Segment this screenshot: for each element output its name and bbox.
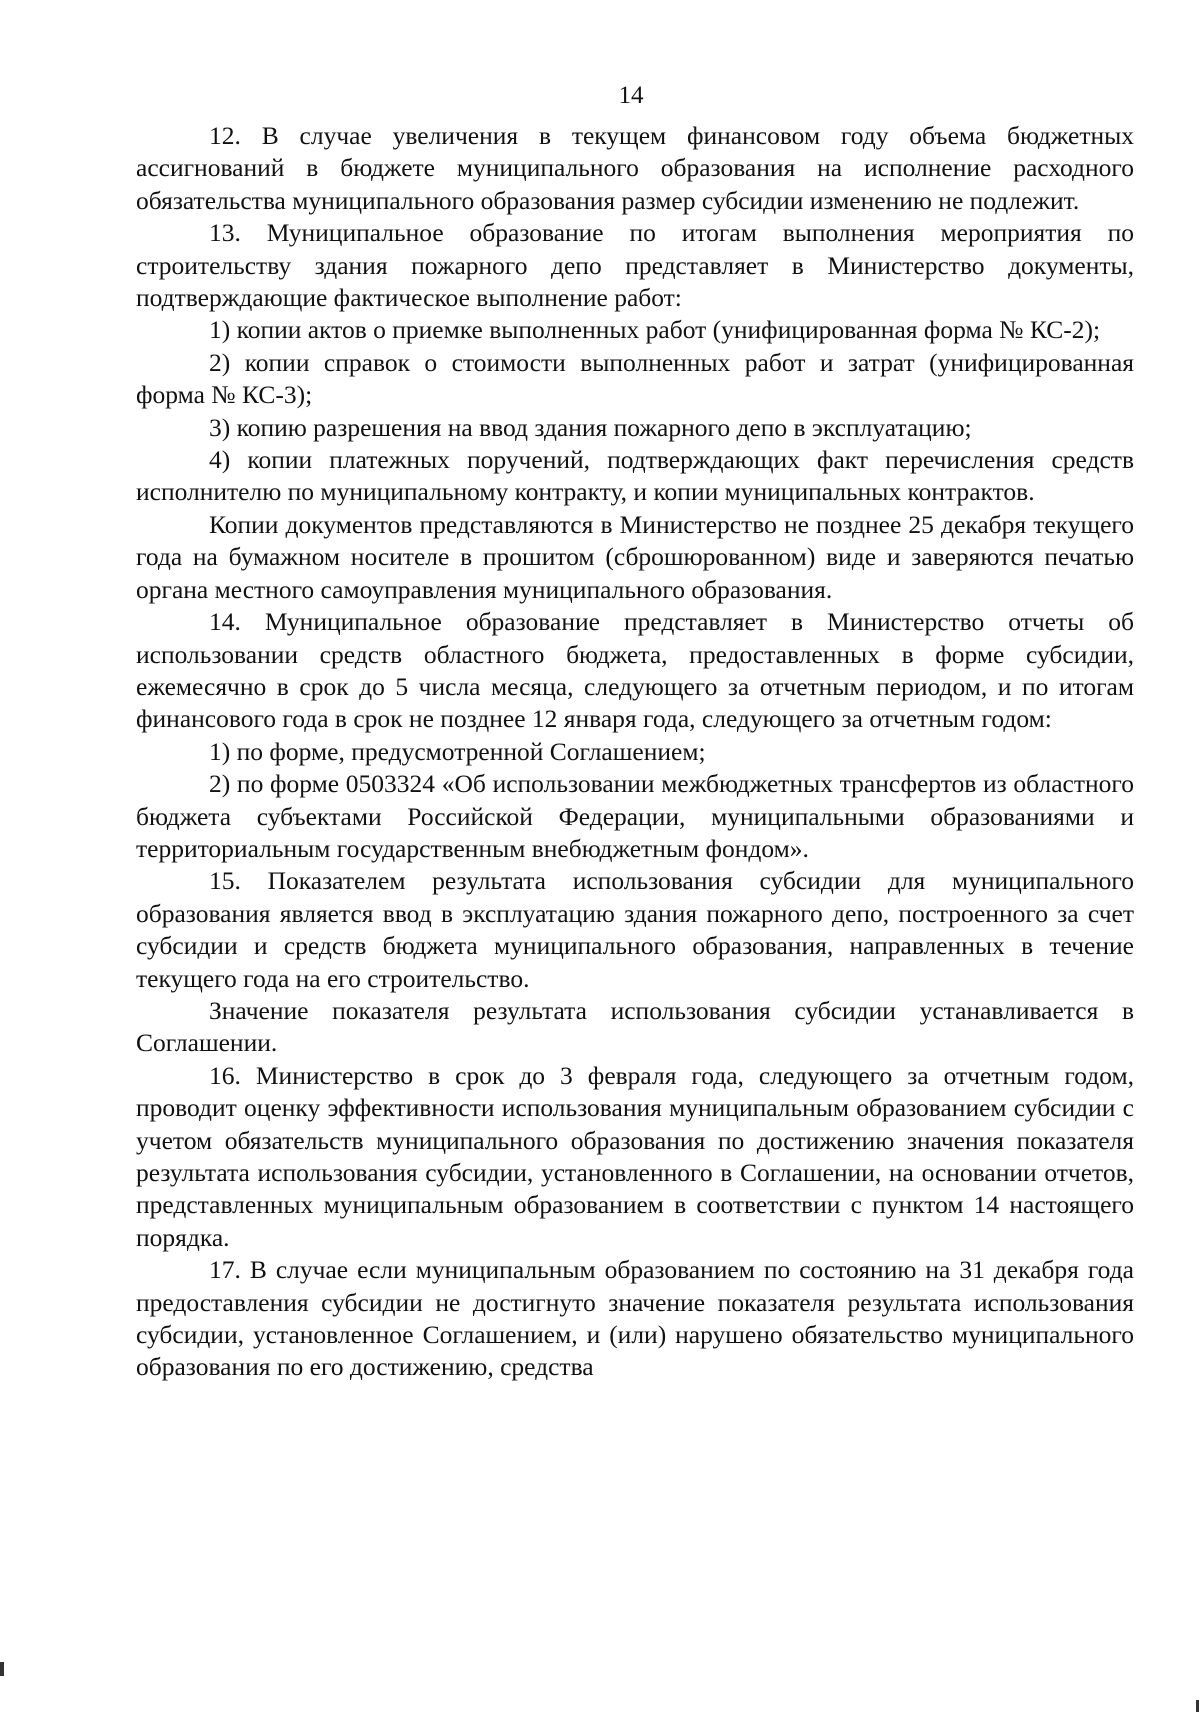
list-item-13-4: 4) копии платежных поручений, подтверждающих факт перечисления средств исполнителю по муниципальному контракту, и копии муниципальных контрактов. [136,445,1134,507]
list-item-14-1: 1) по форме, предусмотренной Соглашением; [209,736,706,766]
paragraph-17: 17. В случае если муниципальным образованием по состоянию на 31 декабря года предоставления субсидии не достигнуто значение показателя результата использования субсидии, установленное Соглашением, и (или) нарушено обязательство муниципального образования по его достижению, средства [136,1255,1134,1382]
paragraph-15: 15. Показателем результата использования субсидии для муниципального образования является ввод в эксплуатацию здания пожарного депо, построенного за счет субсидии и средств бюджета муниципального образования, направленных в течение текущего года на его строительство. [136,866,1134,993]
paragraph-16: 16. Министерство в срок до 3 февраля года, следующего за отчетным годом, проводит оценку эффективности использования муниципальным образованием субсидии с учетом обязательств муниципального образования по достижению значения показателя результата использования субсидии, установленного в Соглашении, на основании отчетов, представленных муниципальным образованием в соответствии с пунктом 14 настоящего порядка. [136,1060,1134,1252]
list-item-13-2: 2) копии справок о стоимости выполненных работ и затрат (унифицированная форма № КС-3); [136,347,1134,410]
document-body [136,120,1134,1384]
list-item-14-2: 2) по форме 0503324 «Об использовании межбюджетных трансфертов из областного бюджета субъектами Российской Федерации, муниципальными образованиями и территориальным государственным внебюджетным фондом». [136,769,1134,863]
list-item-13-1: 1) копии актов о приемке выполненных работ (унифицированная форма № КС-2); [209,315,1101,345]
scan-mark [1196,1700,1199,1712]
paragraph-14: 14. Муниципальное образование представляет в Министерство отчеты об использовании средств областного бюджета, предоставленных в форме субсидии, ежемесячно в срок до 5 числа месяца, следующего за отчетным периодом, и по итогам финансового года в срок не позднее 12 января года, следующего за отчетным годом: [136,607,1134,734]
paragraph-12: 12. В случае увеличения в текущем финансовом году объема бюджетных ассигнований в бюджете муниципального образования на исполнение расходного обязательства муниципального образования размер субсидии изменению не подлежит. [136,121,1134,215]
paragraph-13: 13. Муниципальное образование по итогам выполнения мероприятия по строительству здания пожарного депо представляет в Министерство документы, подтверждающие фактическое выполнение работ: [136,218,1134,313]
paragraph-13-copies: Копии документов представляются в Министерство не позднее 25 декабря текущего года на бумажном носителе в прошитом (сброшюрованном) виде и заверяются печатью органа местного самоуправления муниципального образования. [136,509,1134,604]
scan-mark [0,1662,4,1676]
paragraph-15-value: Значение показателя результата использования субсидии устанавливается в Соглашении. [136,995,1134,1058]
page-number: 14 [618,82,644,109]
list-item-13-3: 3) копию разрешения на ввод здания пожарного депо в эксплуатацию; [209,412,972,442]
